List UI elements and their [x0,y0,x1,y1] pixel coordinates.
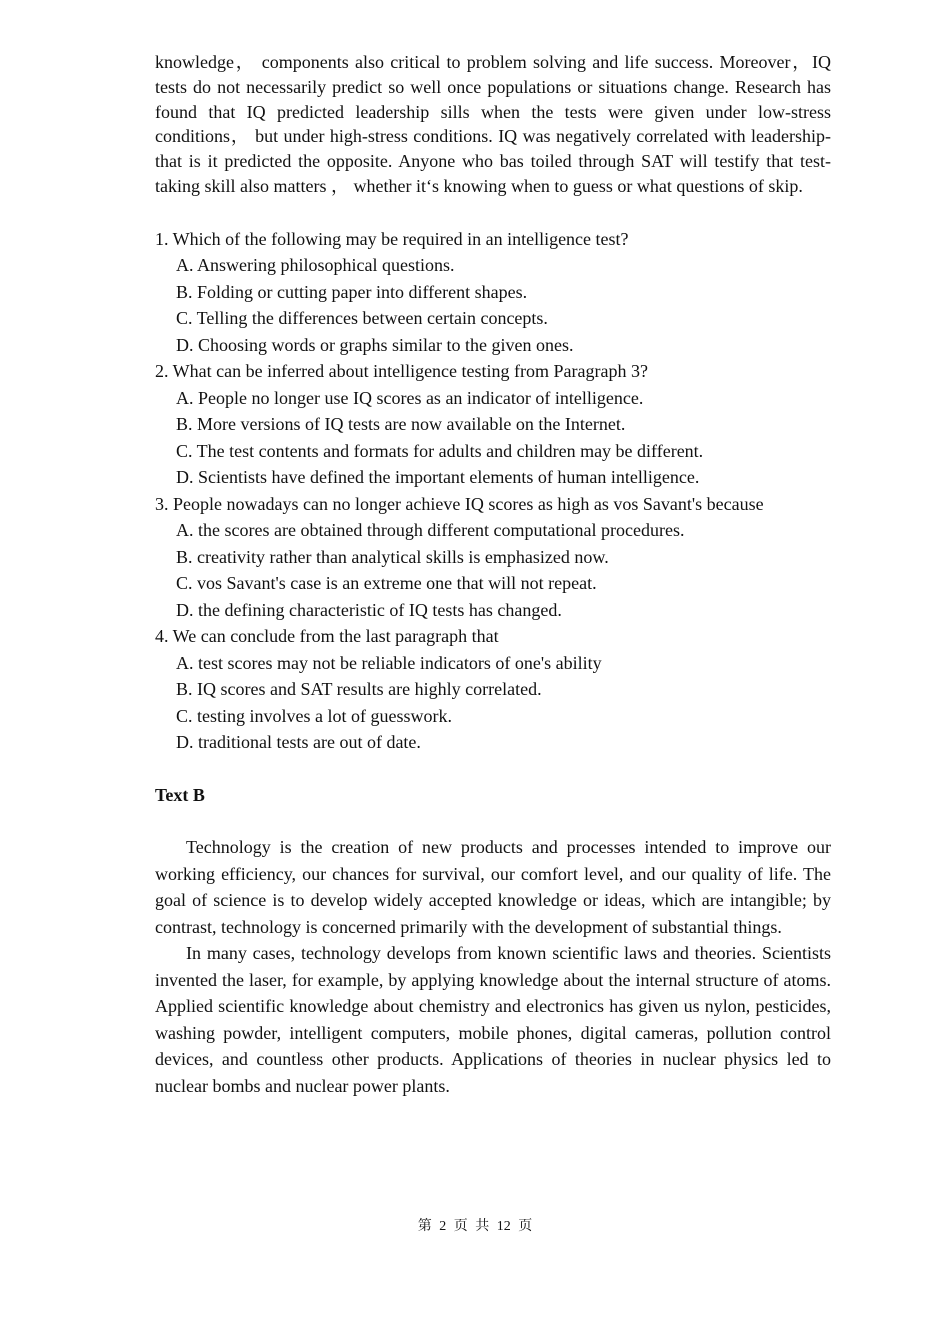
question-stem: 1. Which of the following may be required in an intelligence test? [155,228,629,249]
question-list [155,226,831,756]
text-b-paragraph-2: In many cases, technology develops from known scientific laws and theories. Scientists invented the laser, for example, by applying knowledge about the internal structure of atoms. Applied scientific knowledge about chemistry and electronics has given us nylon, pesticides, washing powder, intelligent computers, mobile phones, digital cameras, pollution control devices, and countless other products. Applications of theories in nuclear physics led to nuclear bombs and nuclear power plants. [155,943,831,1096]
question-2 [155,358,831,491]
answer-option-b: B. creativity rather than analytical skills is emphasized now. [176,546,609,567]
answer-option-d: D. Choosing words or graphs similar to the given ones. [176,334,574,355]
page-content [155,50,831,1099]
answer-option-a: A. the scores are obtained through different computational procedures. [176,520,685,541]
answer-option-a: A. test scores may not be reliable indicators of one's ability [176,652,602,673]
passage-a-continuation: knowledge， components also critical to problem solving and life success. Moreover，IQ tests do not necessarily predict so well once populations or situations change. Research has found that IQ predicted leadership sills when the tests were given under low-stress conditions， but under high-stress conditions. IQ was negatively correlated with leadership-that is it predicted the opposite. Anyone who bas toiled through SAT will testify that test-taking skill also matters ， whether it‘s knowing when to guess or what questions of skip. [155,52,831,196]
answer-option-c: C. vos Savant's case is an extreme one that will not repeat. [176,573,597,594]
page-number-footer: 第 2 页 共 12 页 [417,1219,533,1234]
answer-option-d: D. Scientists have defined the important elements of human intelligence. [176,467,700,488]
answer-option-d: D. the defining characteristic of IQ tests has changed. [176,599,562,620]
answer-option-b: B. IQ scores and SAT results are highly correlated. [176,679,542,700]
answer-option-a: A. People no longer use IQ scores as an indicator of intelligence. [176,387,644,408]
question-3 [155,491,831,624]
question-stem: 3. People nowadays can no longer achieve IQ scores as high as vos Savant's because [155,493,764,514]
text-b-paragraph-1: Technology is the creation of new products and processes intended to improve our working efficiency, our chances for survival, our comfort level, and our quality of life. The goal of science is to develop widely accepted knowledge or ideas, which are intangible; by contrast, technology is concerned primarily with the development of substantial things. [155,837,831,937]
question-4 [155,623,831,756]
question-1 [155,226,831,359]
answer-option-a: A. Answering philosophical questions. [176,255,455,276]
question-stem: 4. We can conclude from the last paragraph that [155,626,499,647]
answer-option-c: C. The test contents and formats for adults and children may be different. [176,440,704,461]
answer-option-c: C. Telling the differences between certain concepts. [176,308,548,329]
answer-option-d: D. traditional tests are out of date. [176,732,421,753]
section-heading-text-b: Text B [155,784,205,805]
answer-option-b: B. More versions of IQ tests are now available on the Internet. [176,414,626,435]
question-stem: 2. What can be inferred about intelligence testing from Paragraph 3? [155,361,648,382]
answer-option-b: B. Folding or cutting paper into different shapes. [176,281,528,302]
answer-option-c: C. testing involves a lot of guesswork. [176,705,452,726]
